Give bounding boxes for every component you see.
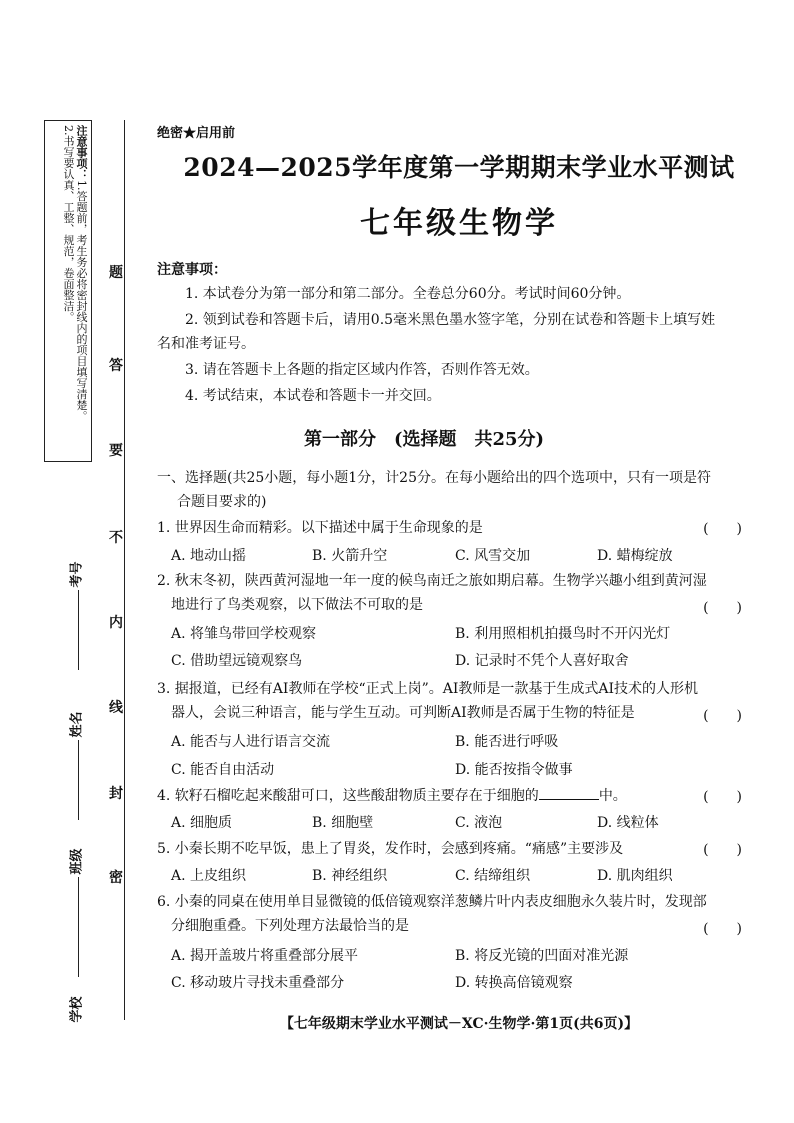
question-1	[157, 516, 747, 540]
option-a: A. 能否与人进行语言交流	[171, 734, 331, 750]
answer-paren[interactable]: ( )	[703, 842, 742, 858]
margin-notice-line: 1.答题前，考生务必将密封线内的项目填写清楚。	[75, 180, 88, 422]
option-c: C. 结缔组织	[455, 868, 531, 884]
question-3	[157, 677, 747, 725]
option-b: B. 将反光镜的凹面对准光源	[455, 948, 629, 964]
field-name-line[interactable]	[78, 740, 79, 820]
question-stem: 2. 秋末冬初，陕西黄河湿地一年一度的候鸟南迁之旅如期启幕。生物学兴趣小组到黄河湿	[157, 573, 707, 589]
option-d: D. 转换高倍镜观察	[455, 975, 573, 991]
seal-char: 封	[109, 786, 123, 802]
note-item: 3. 请在答题卡上各题的指定区域内作答，否则作答无效。	[185, 362, 539, 378]
notes-heading: 注意事项：	[157, 262, 227, 278]
question-stem: 3. 据报道，已经有AI教师在学校“正式上岗”。AI教师是一款基于生成式AI技术的人形机	[157, 681, 699, 697]
option-b: B. 利用照相机拍摄鸟时不开闪光灯	[455, 626, 671, 642]
option-c: C. 风雪交加	[455, 548, 531, 564]
field-name-label: 姓名	[69, 711, 85, 738]
seal-char: 要	[109, 443, 123, 459]
option-c: C. 移动玻片寻找未重叠部分	[171, 975, 345, 991]
part1-title: 第一部分 (选择题 共25分)	[303, 429, 545, 450]
note-item: 2. 领到试卷和答题卡后，请用0.5毫米黑色墨水签字笔，分别在试卷和答题卡上填写姓	[185, 312, 716, 328]
fill-blank[interactable]	[539, 799, 599, 800]
question-stem: 6. 小秦的同桌在使用单目显微镜的低倍镜观察洋葱鳞片叶内表皮细胞永久装片时，发现部	[157, 894, 707, 910]
secret-mark: 绝密★启用前	[157, 126, 236, 141]
margin-notice-title: 注意事项：	[75, 125, 88, 180]
margin-notice-line: 2.书写要认真、工整、规范，卷面整洁。	[62, 125, 75, 323]
answer-paren[interactable]: ( )	[703, 921, 742, 937]
option-d: D. 线粒体	[597, 815, 659, 831]
option-a: A. 上皮组织	[171, 868, 247, 884]
section-intro-line: 合题目要求的)	[177, 494, 267, 510]
subject-title: 七年级生物学	[360, 206, 558, 241]
option-b: B. 能否进行呼吸	[455, 734, 559, 750]
section-intro-line: 一、选择题(共25小题，每小题1分，计25分。在每小题给出的四个选项中，只有一项是符	[157, 470, 711, 486]
question-stem: 分细胞重叠。下列处理方法最恰当的是	[171, 918, 409, 934]
seal-char: 题	[109, 265, 123, 281]
option-a: A. 揭开盖玻片将重叠部分展平	[171, 948, 359, 964]
option-c: C. 液泡	[455, 815, 503, 831]
option-d: D. 蜡梅绽放	[597, 548, 673, 564]
option-c: C. 借助望远镜观察鸟	[171, 653, 303, 669]
note-item: 名和准考证号。	[157, 336, 255, 352]
seal-char: 不	[109, 530, 123, 546]
field-exam-number-label: 考号	[69, 561, 85, 588]
question-stem: 5. 小秦长期不吃早饭，患上了胃炎，发作时，会感到疼痛。“痛感”主要涉及	[157, 841, 624, 857]
question-5	[157, 837, 747, 861]
field-school-label: 学校	[69, 996, 85, 1023]
answer-paren[interactable]: ( )	[703, 789, 742, 805]
section-intro	[157, 466, 757, 514]
question-stem: 地进行了鸟类观察，以下做法不可取的是	[171, 597, 423, 613]
field-exam-number-line[interactable]	[78, 590, 79, 670]
seal-char: 线	[109, 700, 123, 716]
question-stem-end: 中。	[598, 788, 627, 804]
note-item: 4. 考试结束，本试卷和答题卡一并交回。	[185, 388, 441, 404]
answer-paren[interactable]: ( )	[703, 600, 742, 616]
option-b: B. 细胞壁	[312, 815, 374, 831]
option-b: B. 火箭升空	[312, 548, 388, 564]
question-stem: 器人，会说三种语言，能与学生互动。可判断AI教师是否属于生物的特征是	[171, 705, 635, 721]
page-footer: 【七年级期末学业水平测试－XC·生物学·第1页(共6页)】	[279, 1016, 639, 1032]
binding-line	[124, 120, 125, 1020]
field-class-line[interactable]	[78, 877, 79, 977]
option-d: D. 记录时不凭个人喜好取舍	[455, 653, 629, 669]
question-4	[157, 784, 747, 808]
question-stem: 4. 软籽石榴吃起来酸甜可口，这些酸甜物质主要存在于细胞的	[157, 788, 539, 804]
option-a: A. 地动山摇	[171, 548, 247, 564]
question-6	[157, 890, 747, 938]
margin-notice-text	[48, 125, 88, 455]
option-b: B. 神经组织	[312, 868, 388, 884]
question-stem: 1. 世界因生命而精彩。以下描述中属于生命现象的是	[157, 520, 483, 536]
seal-char: 内	[109, 615, 123, 631]
answer-paren[interactable]: ( )	[703, 521, 742, 537]
option-c: C. 能否自由活动	[171, 762, 275, 778]
seal-char: 密	[109, 870, 123, 886]
answer-paren[interactable]: ( )	[703, 708, 742, 724]
option-a: A. 细胞质	[171, 815, 233, 831]
option-a: A. 将雏鸟带回学校观察	[171, 626, 317, 642]
exam-title: 2024—2025学年度第一学期期末学业水平测试	[183, 153, 735, 182]
option-d: D. 能否按指令做事	[455, 762, 573, 778]
question-2	[157, 569, 747, 617]
seal-char: 答	[109, 358, 123, 374]
note-item: 1. 本试卷分为第一部分和第二部分。全卷总分60分。考试时间60分钟。	[185, 286, 631, 302]
field-class-label: 班级	[69, 848, 85, 875]
option-d: D. 肌肉组织	[597, 868, 673, 884]
